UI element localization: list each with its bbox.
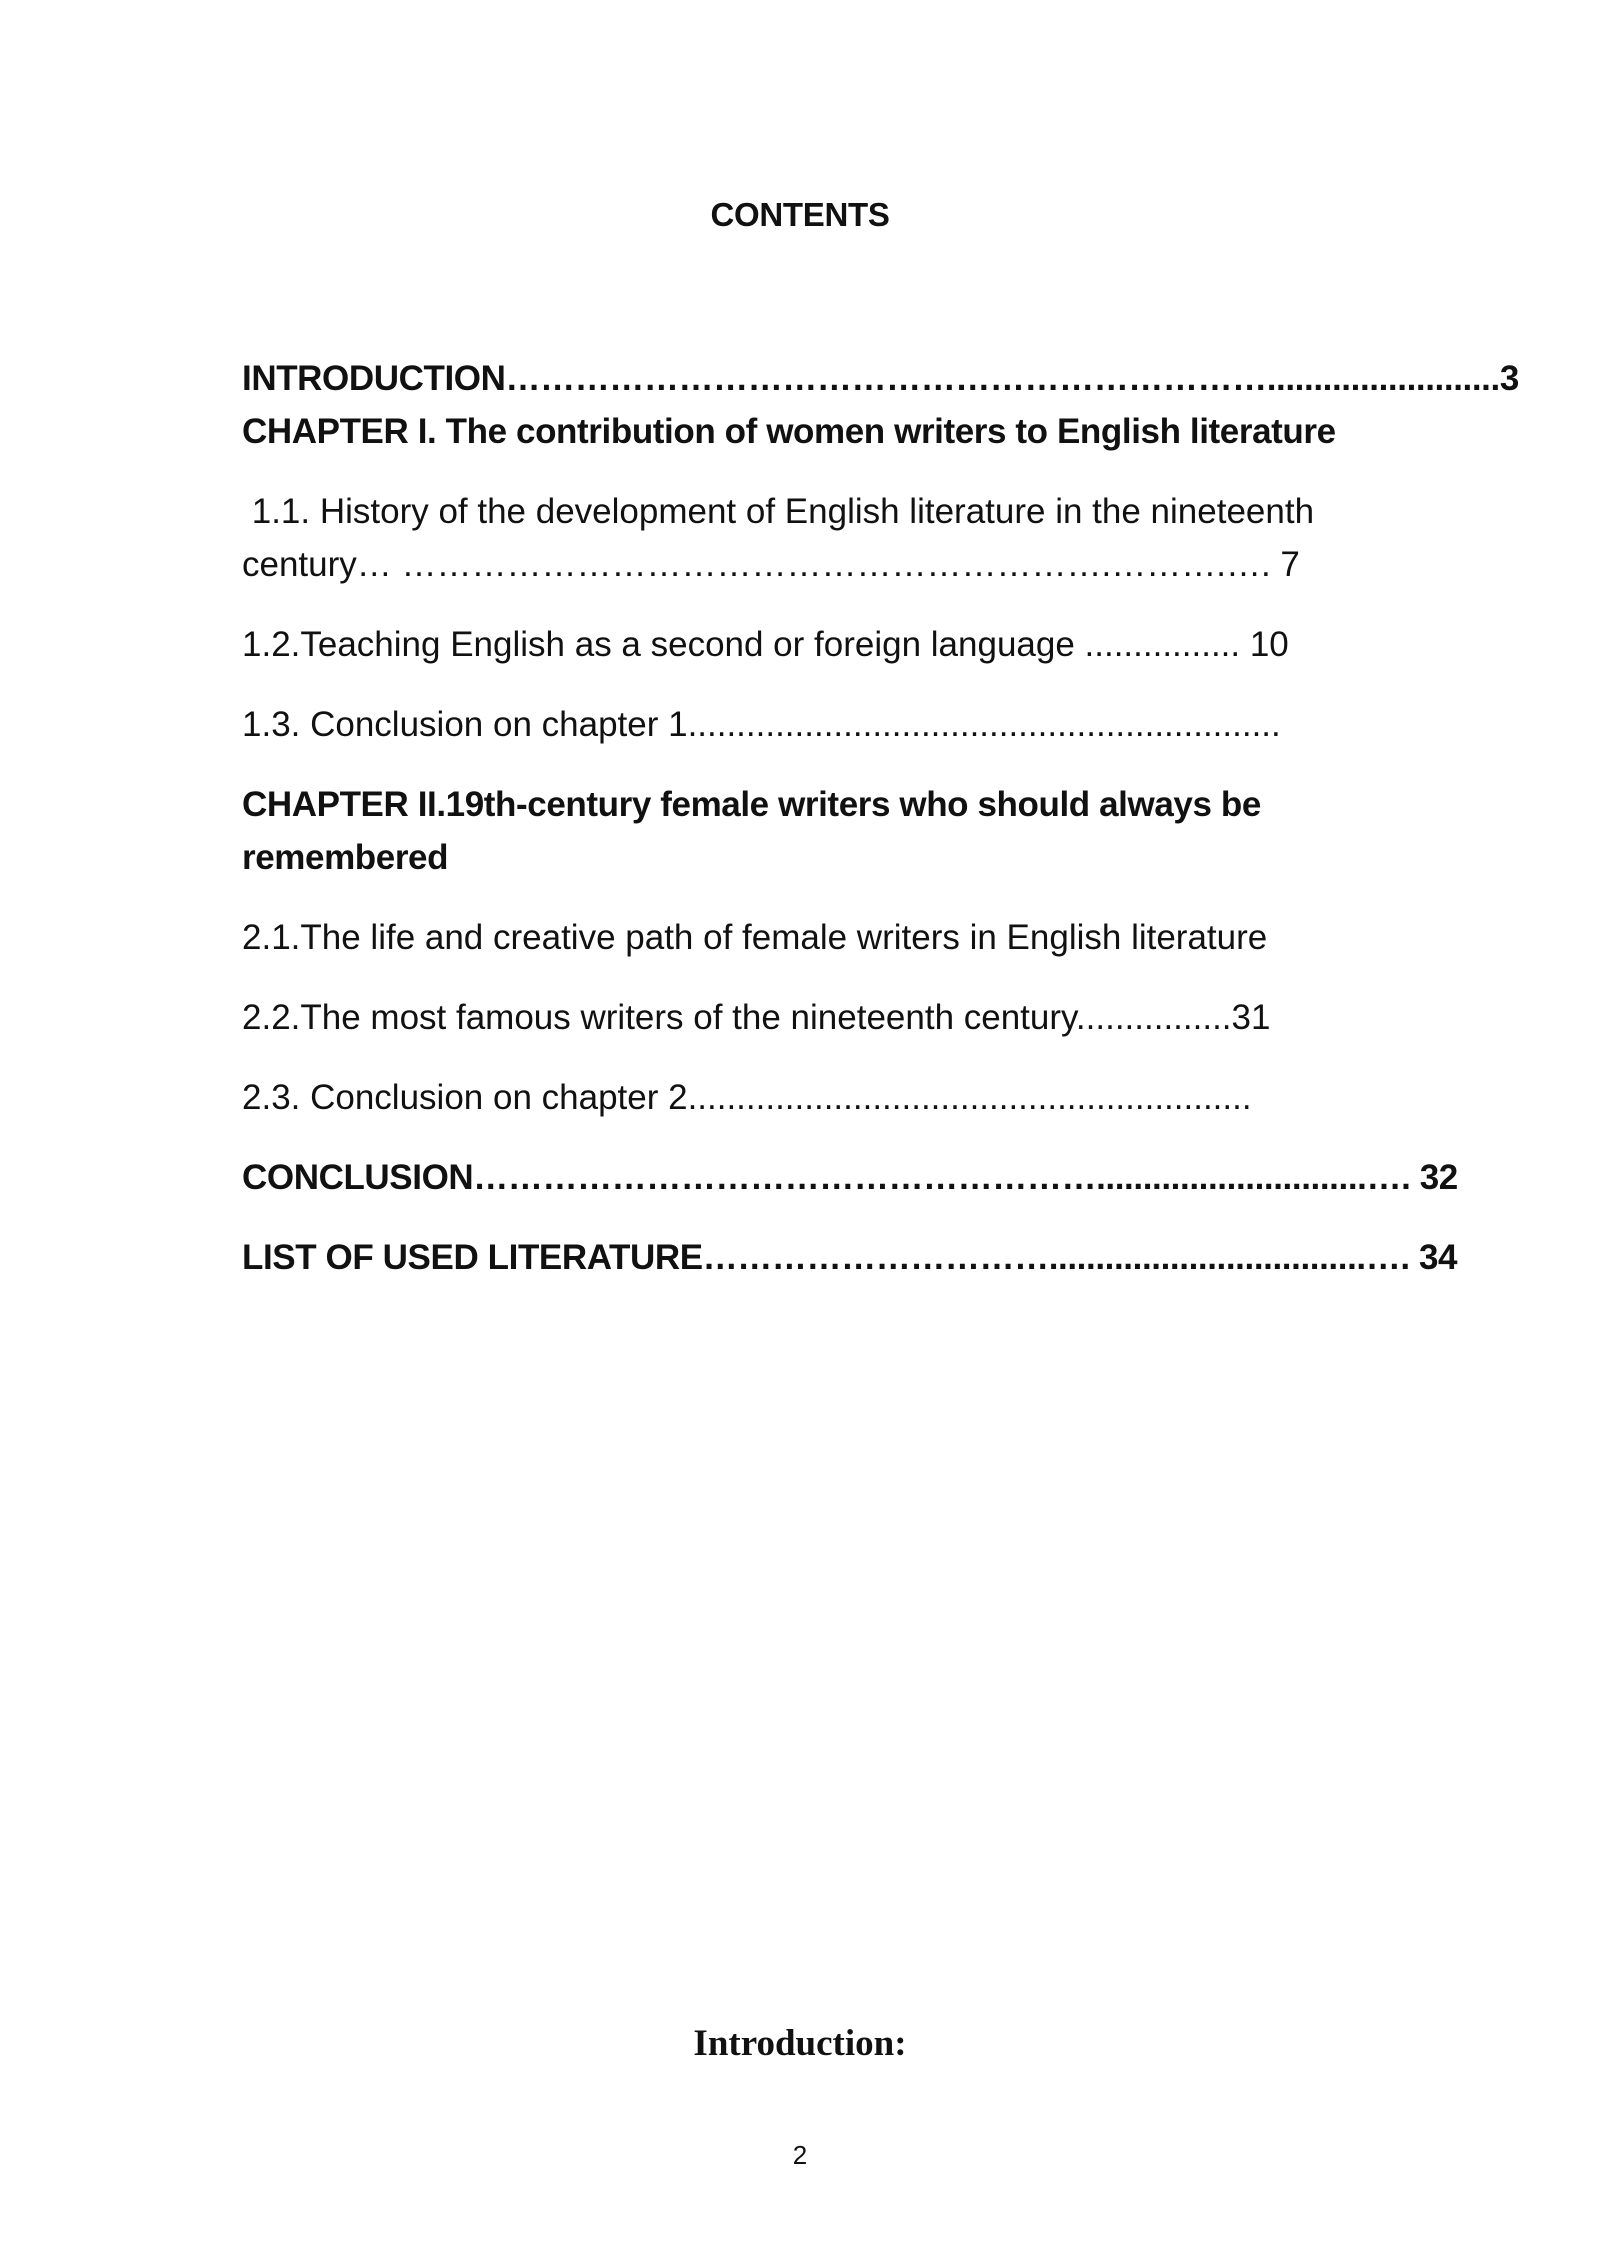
toc-item-2-3[interactable]: 2.3. Conclusion on chapter 2.......................................................... (242, 1078, 1252, 1117)
page-number: 2 (792, 2140, 808, 2170)
toc-item-2-2[interactable]: 2.2.The most famous writers of the nineteenth century................31 (242, 998, 1271, 1037)
toc-item-1-1-line-2[interactable]: century… …………………………………………………….……….…. 7 (242, 545, 1300, 584)
toc-item-2-1[interactable]: 2.1.The life and creative path of female writers in English literature (242, 918, 1268, 957)
toc-chapter-1-heading[interactable]: CHAPTER I. The contribution of women writers to English literature (242, 412, 1336, 451)
introduction-heading: Introduction: (693, 2023, 907, 2064)
toc-item-1-1-line-1[interactable]: 1.1. History of the development of English literature in the nineteenth (242, 492, 1315, 531)
toc-item-1-2[interactable]: 1.2.Teaching English as a second or foreign language ................ 10 (242, 625, 1289, 664)
toc-chapter-2-heading-line-2[interactable]: remembered (242, 838, 449, 877)
toc-conclusion[interactable]: CONCLUSION……………………………………………….............................…. 32 (242, 1158, 1458, 1197)
toc-item-1-3[interactable]: 1.3. Conclusion on chapter 1............................................................. (242, 705, 1281, 744)
table-of-contents (242, 352, 1519, 1284)
contents-title: CONTENTS (710, 196, 890, 233)
toc-introduction[interactable]: INTRODUCTION………………………………………………………….........................3 (242, 359, 1519, 398)
toc-list-of-literature[interactable]: LIST OF USED LITERATURE…………………………..................................…. 34 (242, 1238, 1458, 1277)
toc-chapter-2-heading-line-1[interactable]: CHAPTER II.19th-century female writers who should always be (242, 785, 1261, 824)
